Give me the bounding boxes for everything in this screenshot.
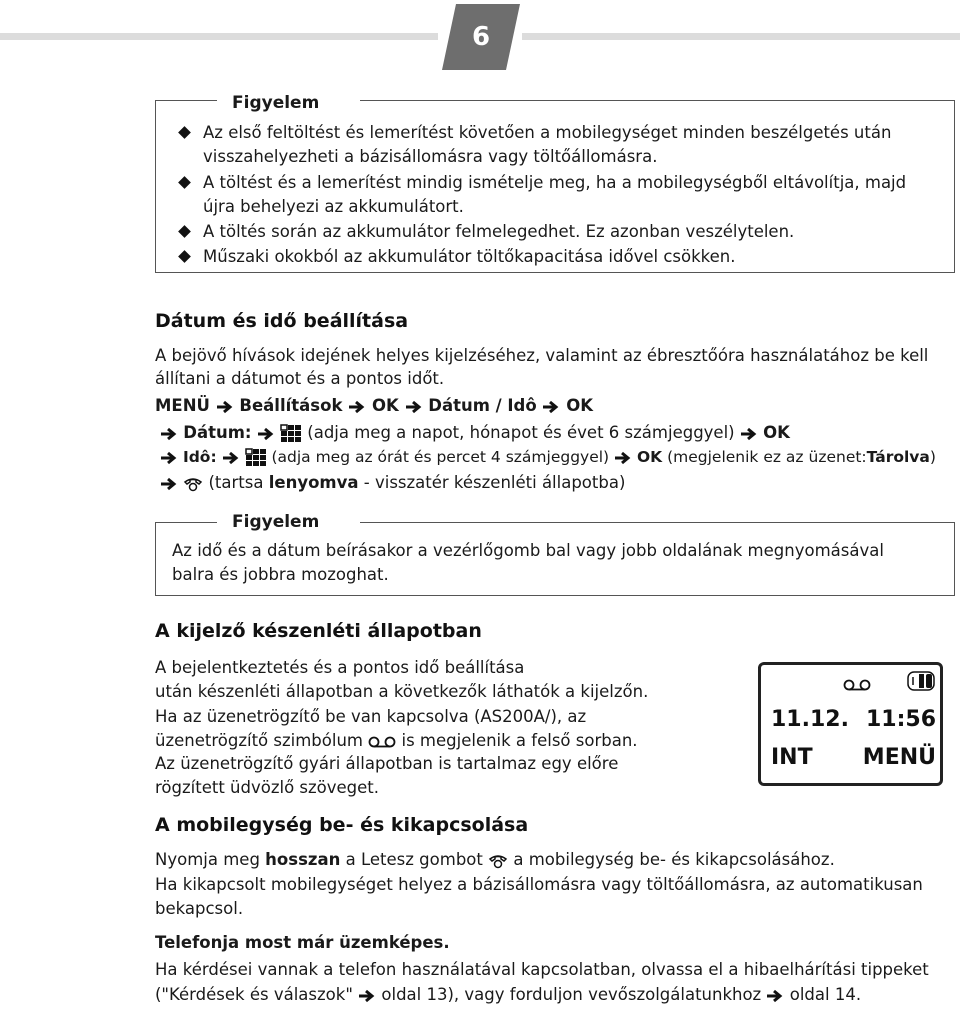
section-heading-datetime: Dátum és idő beállítása (155, 310, 409, 332)
body-text: A bejelentkeztetés és a pontos idő beállítása (155, 658, 525, 677)
onoff-l1a: Nyomja meg (155, 850, 260, 869)
standby-l4a: üzenetrögzítő szimbólum (155, 731, 363, 750)
note-text: újra behelyezi az akkumulátort. (203, 197, 464, 216)
note-text: visszahelyezheti a bázisállomásra vagy töltőállomásra. (203, 147, 658, 166)
arrow-right-icon (348, 400, 366, 414)
ready-text: Telefonja most már üzemképes. (155, 933, 450, 952)
date-time-label: Dátum / Idô (428, 396, 537, 415)
onoff-l5a: ("Kérdések és válaszok" (155, 985, 353, 1004)
arrow-right-icon (405, 400, 423, 414)
battery-icon (907, 671, 937, 691)
display-softkey-right: MENÜ (862, 745, 936, 770)
arrow-right-icon (766, 989, 784, 1003)
arrow-right-icon (358, 989, 376, 1003)
voicemail-icon (843, 679, 871, 691)
close-paren: ) (929, 448, 936, 466)
ok-label: OK (566, 396, 594, 415)
body-text (155, 983, 861, 1006)
body-text: után készenléti állapotban a következők láthatók a kijelzőn. (155, 682, 649, 701)
note-text: Az idő és a dátum beírásakor a vezérlőgomb bal vagy jobb oldalának megnyomásával (172, 541, 884, 560)
body-text (155, 848, 835, 871)
date-desc: (adja meg a napot, hónapot és évet 6 számjeggyel) (307, 423, 735, 442)
arrow-right-icon (222, 451, 240, 465)
arrow-right-icon (216, 400, 234, 414)
onoff-l5c: oldal 14. (789, 985, 862, 1004)
body-text: Ha kérdései vannak a telefon használatával kapcsolatban, olvassa el a hibaelhárítási tippeket (155, 960, 929, 979)
menu-label: MENÜ (155, 396, 210, 415)
body-text: állítani a dátumot és a pontos időt. (155, 369, 445, 388)
arrow-right-icon (257, 427, 275, 441)
arrow-right-icon (160, 477, 178, 491)
store-label: Tárolva (866, 448, 930, 466)
page-number: 6 (471, 22, 491, 52)
arrow-right-icon (542, 400, 560, 414)
onoff-l1b: hosszan (265, 850, 341, 869)
note-title: Figyelem (232, 512, 320, 532)
end-call-icon (488, 853, 508, 869)
body-text: rögzített üdvözlő szöveget. (155, 778, 380, 797)
ok-label: OK (763, 423, 790, 442)
header-bar-right (522, 33, 960, 40)
time-ok-desc: (megjelenik ez az üzenet: (667, 448, 867, 466)
ok-label: OK (371, 396, 399, 415)
section-heading-standby: A kijelző készenléti állapotban (155, 620, 482, 642)
body-text (155, 729, 638, 752)
body-text: Ha az üzenetrögzítő be van kapcsolva (AS200A/), az (155, 707, 587, 726)
time-desc: (adja meg az órát és percet 4 számjeggyel) (271, 448, 610, 466)
phone-display (758, 662, 943, 786)
onoff-l1d: a mobilegység be- és kikapcsolásához. (513, 850, 835, 869)
arrow-right-icon (740, 427, 758, 441)
settings-label: Beállítások (239, 396, 343, 415)
arrow-right-icon (614, 451, 632, 465)
voicemail-icon (368, 736, 396, 748)
ok-label: OK (636, 448, 663, 466)
note-text: A töltést és a lemerítést mindig ismételje meg, ha a mobilegységből eltávolítja, majd (203, 173, 907, 192)
onoff-l1c: a Letesz gombot (345, 850, 483, 869)
display-date: 11.12. (771, 707, 849, 732)
menu-path (155, 394, 593, 417)
arrow-right-icon (160, 451, 178, 465)
note-text: Műszaki okokból az akkumulátor töltőkapacitása idővel csökken. (203, 247, 736, 266)
note-title: Figyelem (232, 93, 320, 113)
body-text: bekapcsol. (155, 899, 244, 918)
standby-l4b: is megjelenik a felső sorban. (401, 731, 638, 750)
body-text: A bejövő hívások idejének helyes kijelzéséhez, valamint az ébresztőóra használatához be kell (155, 346, 929, 365)
note-text: A töltés során az akkumulátor felmelegedhet. Ez azonban veszélytelen. (203, 222, 795, 241)
keypad-icon (245, 448, 267, 468)
note-text: Az első feltöltést és lemerítést követően a mobilegységet minden beszélgetés után (203, 123, 892, 142)
date-step (160, 421, 790, 444)
time-step (160, 446, 936, 469)
end-pre: (tartsa (208, 473, 264, 492)
body-text: Ha kikapcsolt mobilegységet helyez a bázisállomásra vagy töltőállomásra, az automatikusan (155, 875, 923, 894)
note-text: balra és jobbra mozoghat. (172, 565, 389, 584)
arrow-right-icon (160, 427, 178, 441)
body-text: Az üzenetrögzítő gyári állapotban is tartalmaz egy előre (155, 754, 619, 773)
header-bar-left (0, 33, 438, 40)
end-step (160, 471, 625, 494)
end-bold: lenyomva (268, 473, 359, 492)
date-label: Dátum: (183, 423, 252, 442)
section-heading-onoff: A mobilegység be- és kikapcsolása (155, 814, 529, 836)
keypad-icon (280, 424, 302, 444)
display-softkey-left: INT (771, 745, 813, 770)
display-time: 11:56 (865, 707, 936, 732)
onoff-l5b: oldal 13), vagy forduljon vevőszolgálatunkhoz (381, 985, 762, 1004)
end-post: - visszatér készenléti állapotba) (363, 473, 626, 492)
end-call-icon (183, 476, 203, 492)
time-label: Idô: (182, 448, 217, 466)
